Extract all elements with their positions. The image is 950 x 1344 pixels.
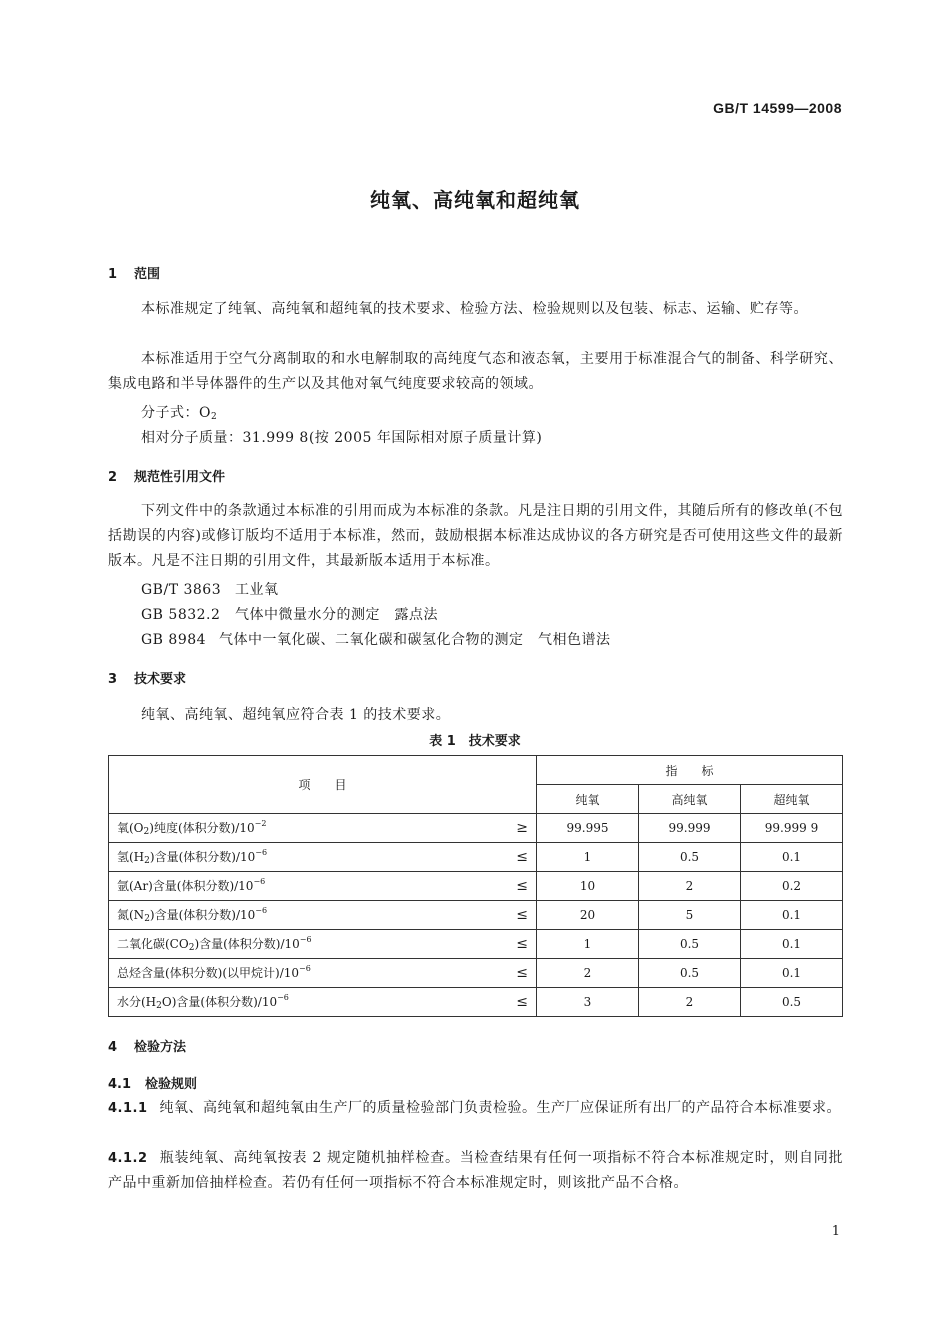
label-part-sub: 2 bbox=[144, 856, 150, 866]
subsection-4-1-heading bbox=[108, 1073, 197, 1092]
clause-4-1-2 bbox=[108, 1146, 843, 1196]
formula-subscript: 2 bbox=[210, 412, 218, 422]
label-part-pre: 氩(Ar)含量(体积分数)/10 bbox=[117, 879, 254, 893]
section-2-paragraph: 下列文件中的条款通过本标准的引用而成为本标准的条款。凡是注日期的引用文件，其随后所有的修改单(不包括勘误的内容)或修订版均不适用于本标准，然而，鼓励根据本标准达成协议的各方研究是否可使用这些文件的最新版本。凡是不注日期的引用文件，其最新版本适用于本标准。 bbox=[108, 503, 843, 569]
row-value: 99.995 bbox=[537, 814, 639, 843]
table-row bbox=[109, 843, 843, 872]
label-part-pre: 二氧化碳(CO bbox=[117, 937, 189, 951]
document-title: 纯氧、高纯氧和超纯氧 bbox=[370, 188, 580, 212]
section-number: 3 bbox=[108, 672, 118, 687]
row-value: 99.999 bbox=[639, 814, 741, 843]
label-part-pre: 水分(H bbox=[117, 995, 157, 1009]
table-row bbox=[109, 901, 843, 930]
section-1-paragraph-1: 本标准规定了纯氧、高纯氧和超纯氧的技术要求、检验方法、检验规则以及包装、标志、运输、贮存等。 bbox=[141, 301, 808, 317]
row-value: 10 bbox=[537, 872, 639, 901]
row-operator: ≤ bbox=[498, 901, 537, 930]
label-part-post: )含量(体积分数)/10 bbox=[194, 937, 300, 951]
label-part-post: O)含量(体积分数)/10 bbox=[161, 995, 278, 1009]
standard-code: GB/T 14599—2008 bbox=[713, 100, 842, 116]
row-value: 1 bbox=[537, 930, 639, 959]
reference-code: GB/T 3863 bbox=[141, 582, 222, 598]
label-part-post: )含量(体积分数)/10 bbox=[149, 908, 256, 922]
molecular-mass: 相对分子质量：31.999 8(按 2005 年国际相对原子质量计算) bbox=[141, 430, 543, 446]
label-part-sup: −6 bbox=[299, 964, 311, 973]
row-item-label bbox=[109, 988, 499, 1017]
row-operator: ≤ bbox=[498, 843, 537, 872]
column-header-grade: 高纯氧 bbox=[639, 785, 741, 814]
reference-item bbox=[141, 579, 279, 599]
row-operator: ≥ bbox=[498, 814, 537, 843]
clause-text: 纯氧、高纯氧和超纯氧由生产厂的质量检验部门负责检验。生产厂应保证所有出厂的产品符合本标准要求。 bbox=[159, 1100, 842, 1116]
row-value: 0.1 bbox=[741, 901, 843, 930]
row-value: 0.5 bbox=[639, 959, 741, 988]
page-number: 1 bbox=[831, 1224, 840, 1239]
label-part-sup: −2 bbox=[254, 819, 267, 828]
section-1-paragraph-2: 本标准适用于空气分离制取的和水电解制取的高纯度气态和液态氧，主要用于标准混合气的制备、科学研究、集成电路和半导体器件的生产以及其他对氧气纯度要求较高的领域。 bbox=[108, 351, 843, 392]
row-value: 3 bbox=[537, 988, 639, 1017]
section-1-heading bbox=[108, 263, 160, 282]
row-value: 0.5 bbox=[639, 843, 741, 872]
label-part-sub: 2 bbox=[143, 827, 150, 837]
label-part-pre: 氮(N bbox=[117, 908, 145, 922]
table-row bbox=[109, 872, 843, 901]
label-part-sup: −6 bbox=[255, 848, 268, 857]
section-title: 技术要求 bbox=[134, 672, 187, 687]
reference-title: 气体中一氧化碳、二氧化碳和碳氢化合物的测定 气相色谱法 bbox=[219, 632, 611, 648]
label-part-sup: −6 bbox=[277, 993, 289, 1002]
row-value: 2 bbox=[639, 988, 741, 1017]
section-number: 4 bbox=[108, 1040, 118, 1055]
clause-text: 瓶装纯氧、高纯氧按表 2 规定随机抽样检查。当检查结果有任何一项指标不符合本标准规定时，则自同批产品中重新加倍抽样检查。若仍有任何一项指标不符合本标准规定时，则该批产品不合格。 bbox=[108, 1150, 843, 1191]
label-part-pre: 总烃含量(体积分数)(以甲烷计)/10 bbox=[117, 966, 300, 980]
table-row bbox=[109, 814, 843, 843]
label-part-sub: 2 bbox=[188, 943, 195, 953]
label-part-sup: −6 bbox=[255, 906, 268, 915]
subsection-title: 检验规则 bbox=[145, 1077, 198, 1092]
clause-number: 4.1.1 bbox=[108, 1101, 148, 1116]
row-value: 0.5 bbox=[741, 988, 843, 1017]
reference-code: GB 8984 bbox=[141, 632, 207, 648]
row-item-label bbox=[109, 901, 499, 930]
formula-label: 分子式：O bbox=[141, 405, 211, 421]
table-row bbox=[109, 959, 843, 988]
row-item-label bbox=[109, 930, 499, 959]
reference-title: 气体中微量水分的测定 露点法 bbox=[235, 607, 438, 623]
spec-table bbox=[108, 755, 843, 1017]
section-number: 1 bbox=[108, 267, 118, 282]
row-operator: ≤ bbox=[498, 872, 537, 901]
row-value: 0.2 bbox=[741, 872, 843, 901]
section-3-heading bbox=[108, 668, 186, 687]
row-item-label bbox=[109, 872, 499, 901]
row-value: 20 bbox=[537, 901, 639, 930]
table-row bbox=[109, 930, 843, 959]
row-value: 5 bbox=[639, 901, 741, 930]
label-part-post: )含量(体积分数)/10 bbox=[149, 850, 256, 864]
row-value: 0.1 bbox=[741, 930, 843, 959]
label-part-sub: 2 bbox=[144, 914, 150, 924]
table-caption: 表 1 技术要求 bbox=[429, 734, 521, 749]
clause-number: 4.1.2 bbox=[108, 1151, 148, 1166]
clause-4-1-1 bbox=[108, 1096, 843, 1121]
section-number: 2 bbox=[108, 470, 118, 485]
reference-code: GB 5832.2 bbox=[141, 607, 221, 623]
row-value: 99.999 9 bbox=[741, 814, 843, 843]
row-operator: ≤ bbox=[498, 988, 537, 1017]
row-value: 1 bbox=[537, 843, 639, 872]
row-value: 2 bbox=[537, 959, 639, 988]
row-value: 0.1 bbox=[741, 959, 843, 988]
row-value: 2 bbox=[639, 872, 741, 901]
label-part-post: )纯度(体积分数)/10 bbox=[149, 821, 255, 835]
row-value: 0.5 bbox=[639, 930, 741, 959]
spec-table-body bbox=[109, 814, 843, 1017]
row-value: 0.1 bbox=[741, 843, 843, 872]
section-2-heading bbox=[108, 466, 225, 485]
reference-item bbox=[141, 604, 438, 624]
column-header-grade: 纯氧 bbox=[537, 785, 639, 814]
section-title: 检验方法 bbox=[134, 1040, 187, 1055]
table-row bbox=[109, 988, 843, 1017]
subsection-number: 4.1 bbox=[108, 1077, 132, 1092]
column-header-item: 项 目 bbox=[109, 756, 537, 814]
row-item-label bbox=[109, 843, 499, 872]
molecular-formula bbox=[141, 402, 217, 422]
column-header-grade: 超纯氧 bbox=[741, 785, 843, 814]
column-header-group: 指 标 bbox=[537, 756, 843, 785]
row-operator: ≤ bbox=[498, 959, 537, 988]
section-4-heading bbox=[108, 1036, 186, 1055]
section-title: 规范性引用文件 bbox=[134, 470, 226, 485]
label-part-pre: 氧(O bbox=[117, 821, 144, 835]
reference-title: 工业氧 bbox=[235, 582, 279, 598]
label-part-sup: −6 bbox=[299, 935, 312, 944]
row-operator: ≤ bbox=[498, 930, 537, 959]
reference-item bbox=[141, 629, 611, 649]
section-title: 范围 bbox=[134, 267, 161, 282]
label-part-sub: 2 bbox=[156, 1001, 162, 1011]
section-3-paragraph: 纯氧、高纯氧、超纯氧应符合表 1 的技术要求。 bbox=[141, 707, 451, 723]
row-item-label bbox=[109, 959, 499, 988]
row-item-label bbox=[109, 814, 499, 843]
label-part-sup: −6 bbox=[253, 877, 266, 886]
label-part-pre: 氢(H bbox=[117, 850, 145, 864]
